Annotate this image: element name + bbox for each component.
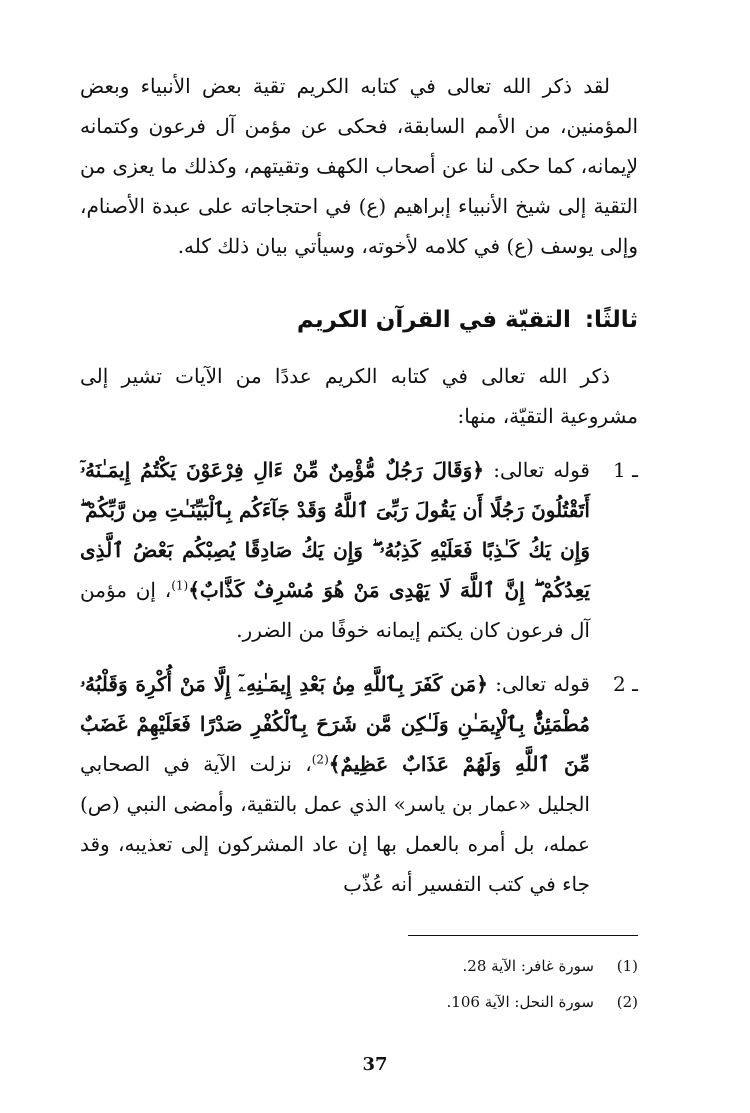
page-body xyxy=(80,66,638,904)
footnote xyxy=(80,948,638,984)
section-heading xyxy=(80,300,638,340)
footnote xyxy=(80,984,638,1020)
footnotes xyxy=(80,948,638,1020)
list-item-text xyxy=(80,664,590,904)
list-item-number: 1 ـ xyxy=(613,458,638,482)
list-item xyxy=(80,664,638,904)
footnote-text: سورة النحل: الآية 106. xyxy=(446,993,594,1011)
section-number: ثالثًا: xyxy=(584,307,638,333)
list-item-prefix: قوله تعالى: xyxy=(495,672,590,696)
footnote-number: (1) xyxy=(616,957,638,975)
page-number: 37 xyxy=(362,1054,388,1075)
list-item-commentary: ، إن مؤمن آل فرعون كان يكتم إيمانه خوفًا من الضرر. xyxy=(80,578,590,642)
list-item xyxy=(80,450,638,650)
footnote-number: (2) xyxy=(616,993,638,1011)
section-lead-paragraph: ذكر الله تعالى في كتابه الكريم عددًا من الآيات تشير إلى مشروعية التقيّة، منها: xyxy=(80,364,638,428)
list-item-prefix: قوله تعالى: xyxy=(493,458,590,482)
intro-paragraph: لقد ذكر الله تعالى في كتابه الكريم تقية بعض الأنبياء وبعض المؤمنين، من الأمم السابقة، فحكى عن مؤمن آل فرعون وكتمانه لإيمانه، كما حكى لنا عن أصحاب الكهف وتقيتهم، وكذلك ما يعزى من التقية إلى شيخ الأنبياء إبراهيم (ع) في احتجاجاته على عبدة الأصنام، وإلى يوسف (ع) في كلامه لأخوته، وسيأتي بيان ذلك كله. xyxy=(80,74,638,258)
footnote-divider xyxy=(408,935,638,936)
list-item-commentary: ، نزلت الآية في الصحابي الجليل «عمار بن ياسر» الذي عمل بالتقية، وأمضى النبي (ص) عمله، بل أمره بالعمل بها إن عاد المشركون إلى تعذيبه، وقد جاء في كتب التفسير أنه عُذّب xyxy=(80,752,590,896)
footnote-reference: (2) xyxy=(311,752,329,767)
footnote-reference: (1) xyxy=(171,578,189,593)
list-item-text xyxy=(80,450,590,650)
list-item-number: 2 ـ xyxy=(613,672,638,696)
footnote-text: سورة غافر: الآية 28. xyxy=(462,957,594,975)
quran-verse: ﴿وَقَالَ رَجُلٌ مُّؤْمِنٌ مِّنْ ءَالِ فِرْعَوْنَ يَكْتُمُ إِيمَـٰنَهُۥٓ أَتَقْتُلُونَ رَجُلًا أَن يَقُولَ رَبِّىَ ٱللَّهُ وَقَدْ جَآءَكُم بِٱلْبَيِّنَـٰتِ مِن رَّبِّكُمْ ۖ وَإِن يَكُ كَـٰذِبًا فَعَلَيْهِ كَذِبُهُۥ ۖ وَإِن يَكُ صَادِقًا يُصِبْكُم بَعْضُ ٱلَّذِى يَعِدُكُمْ ۖ إِنَّ ٱللَّهَ لَا يَهْدِى مَنْ هُوَ مُسْرِفٌ كَذَّابٌ﴾ xyxy=(80,458,590,602)
section-title: التقيّة في القرآن الكريم xyxy=(296,307,571,333)
quran-verse: ﴿مَن كَفَرَ بِٱللَّهِ مِنۢ بَعْدِ إِيمَـٰنِهِۦٓ إِلَّا مَنْ أُكْرِهَ وَقَلْبُهُۥ مُطْمَئِنٌّۢ بِٱلْإِيمَـٰنِ وَلَـٰكِن مَّن شَرَحَ بِٱلْكُفْرِ صَدْرًا فَعَلَيْهِمْ غَضَبٌ مِّنَ ٱللَّهِ وَلَهُمْ عَذَابٌ عَظِيمٌ﴾ xyxy=(80,672,590,776)
